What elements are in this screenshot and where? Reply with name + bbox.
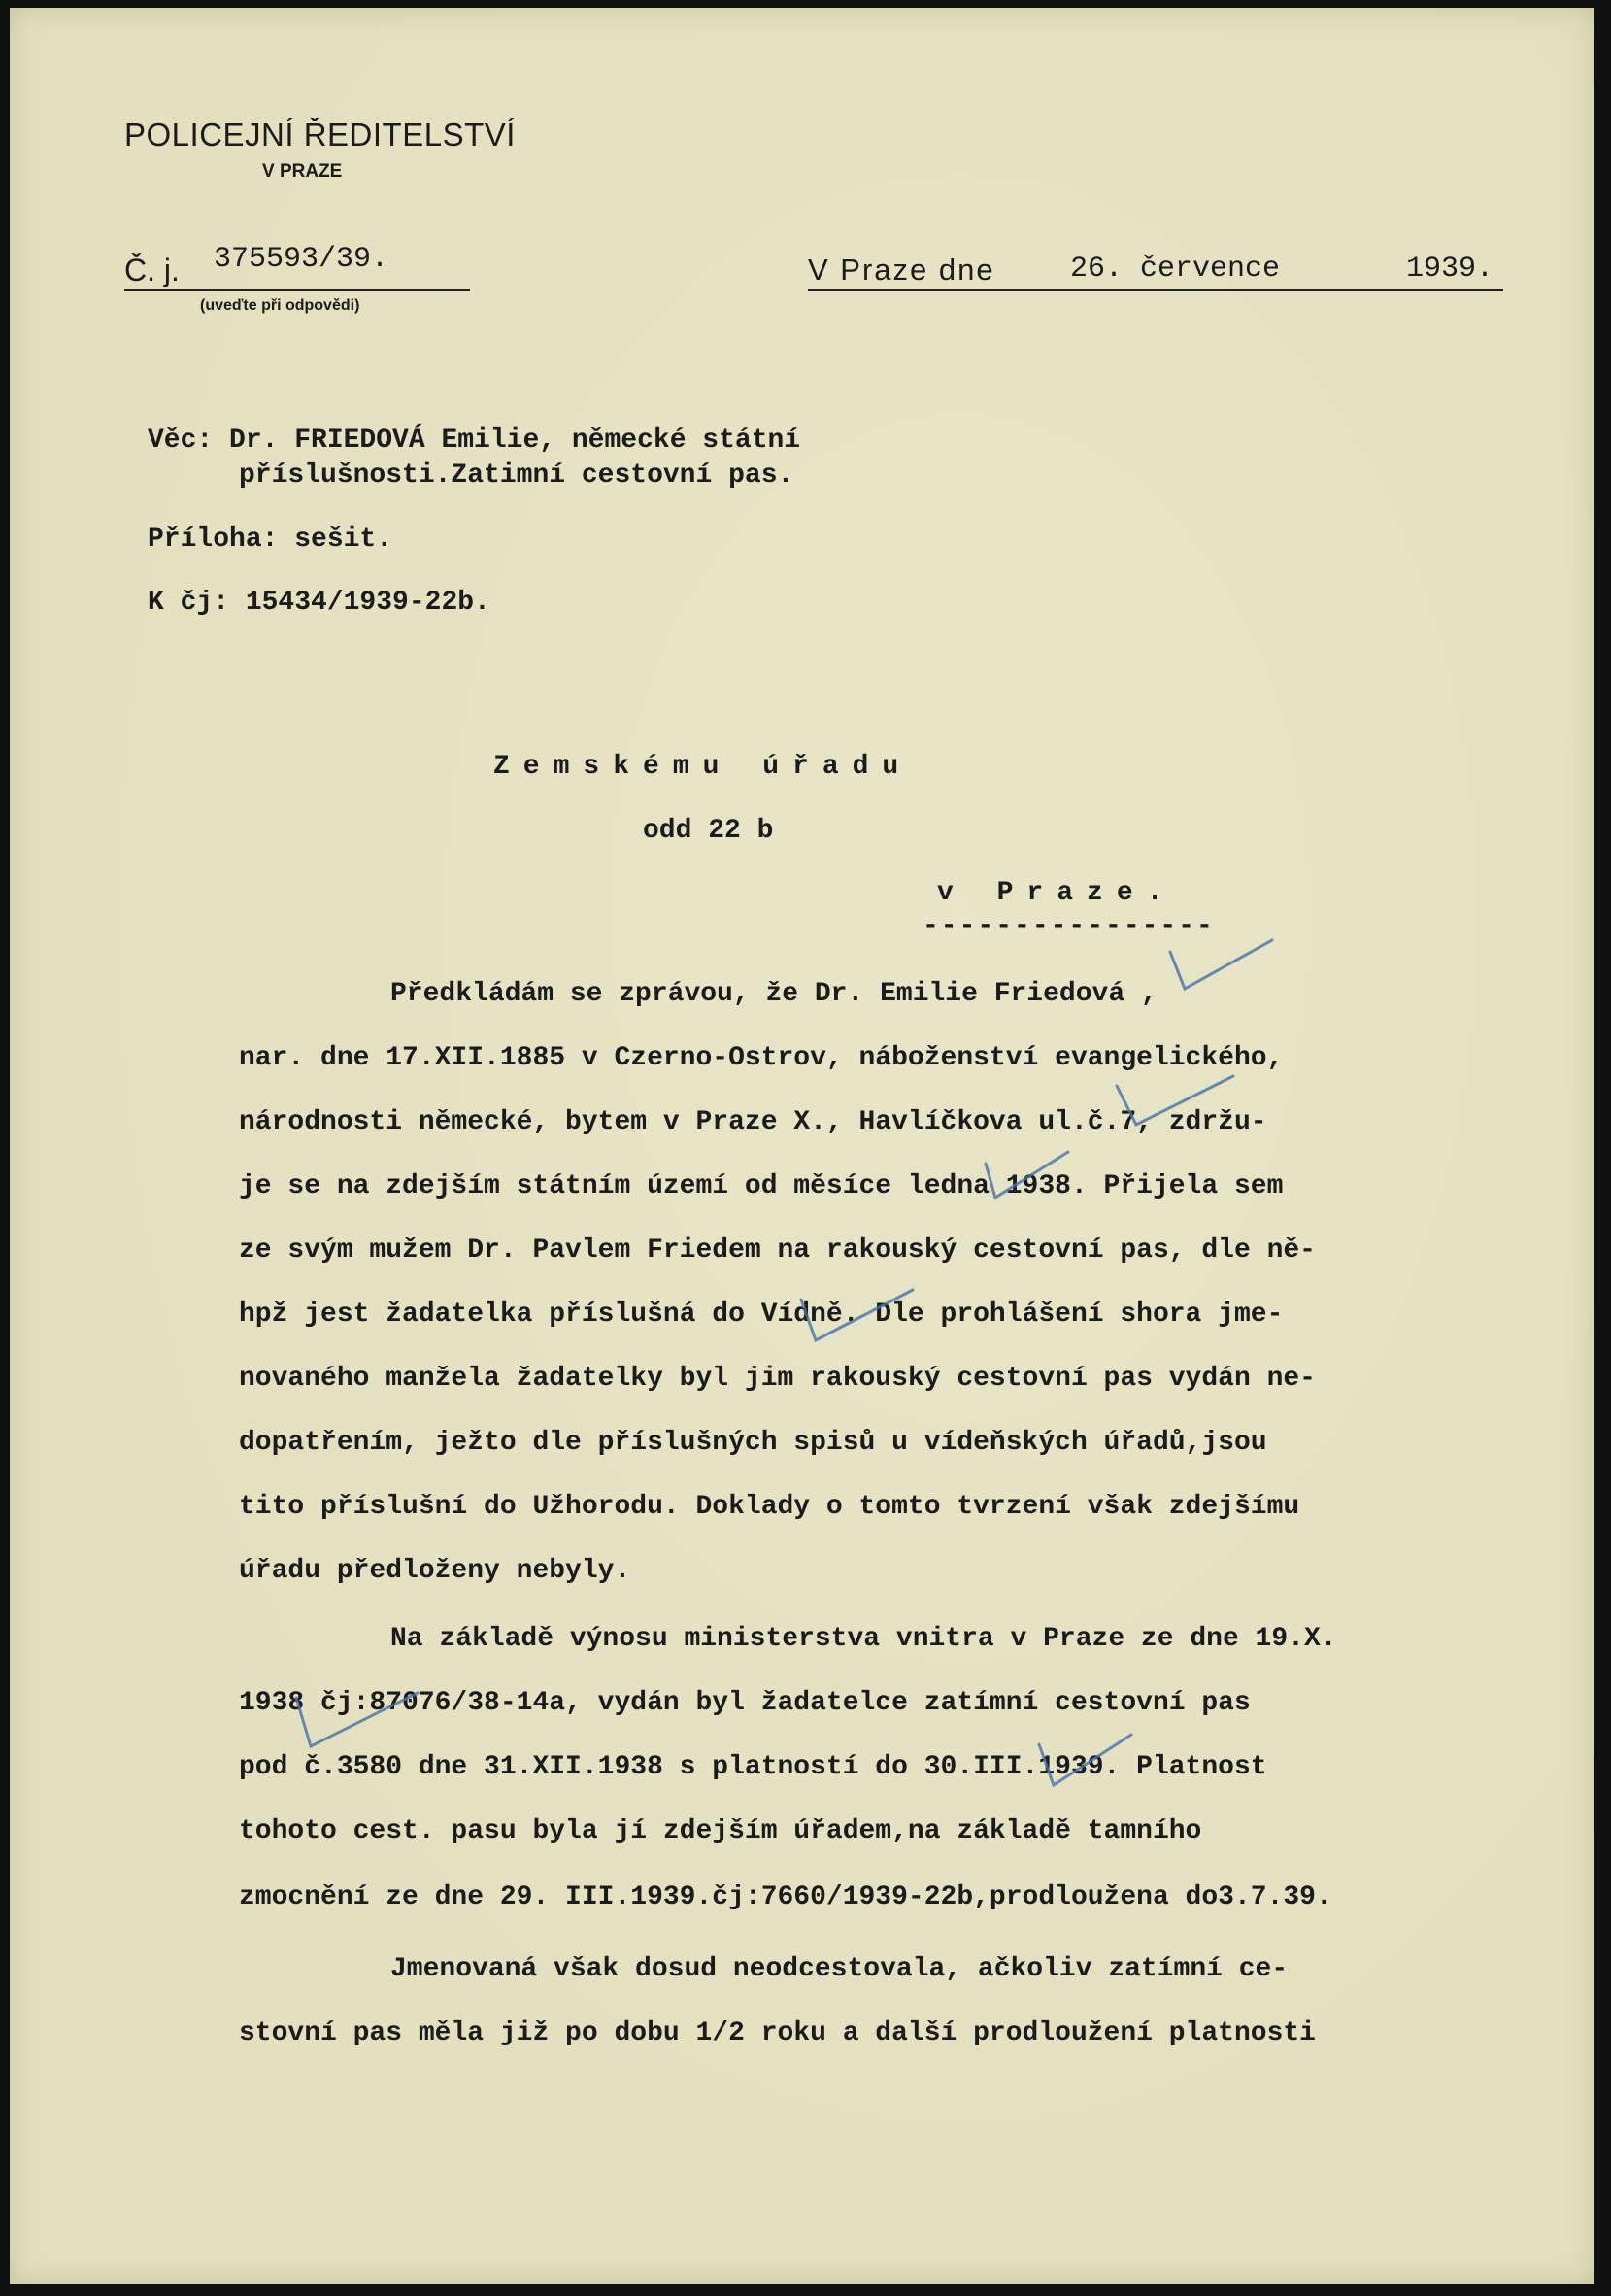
body-line: pod č.3580 dne 31.XII.1938 s platností do 30.III.1939. Platnost — [239, 1752, 1267, 1782]
body-line: novaného manžela žadatelky byl jim rakouský cestovní pas vydán ne- — [239, 1364, 1316, 1394]
body-line: 1938 čj:87076/38-14a, vydán byl žadatelce zatímní cestovní pas — [239, 1688, 1251, 1718]
addressee-line-3: v Praze. — [937, 878, 1177, 908]
body-line: hpž jest žadatelka příslušná do Vídně. Dle prohlášení shora jme- — [239, 1300, 1284, 1330]
body-line: národnosti německé, bytem v Praze X., Havlíčkova ul.č.7, zdržu- — [239, 1107, 1267, 1137]
date-value: 26. července — [1070, 253, 1281, 286]
subject-line-1: Věc: Dr. FRIEDOVÁ Emilie, německé státní — [148, 425, 801, 456]
body-line: stovní pas měla již po dobu 1/2 roku a další prodloužení platnosti — [239, 2018, 1316, 2048]
attachment-line: Příloha: sešit. — [148, 524, 393, 555]
pencil-checkmarks-icon — [10, 8, 1594, 2284]
addressee-underline: ---------------- — [923, 911, 1215, 941]
body-line: úřadu předloženy nebyly. — [239, 1556, 631, 1586]
reference-number: 375593/39. — [214, 243, 389, 276]
document-page — [10, 8, 1594, 2284]
subject-line-2: příslušnosti.Zatimní cestovní pas. — [239, 460, 794, 490]
reference-label: Č. j. — [124, 253, 180, 287]
body-line: ze svým mužem Dr. Pavlem Friedem na rakouský cestovní pas, dle ně- — [239, 1235, 1316, 1266]
letterhead-city: V PRAZE — [262, 161, 343, 182]
body-line: zmocnění ze dne 29. III.1939.čj:7660/1939-22b,prodloužena do3.7.39. — [239, 1882, 1332, 1912]
addressee-line-2: odd 22 b — [643, 816, 774, 846]
letterhead-office: POLICEJNÍ ŘEDITELSTVÍ — [124, 117, 516, 152]
body-line: nar. dne 17.XII.1885 v Czerno-Ostrov, náboženství evangelického, — [239, 1043, 1284, 1073]
date-year: 1939. — [1406, 253, 1494, 286]
body-line: Jmenovaná však dosud neodcestovala, ačkoliv zatímní ce- — [390, 1954, 1289, 1984]
body-line: tohoto cest. pasu byla jí zdejším úřadem,na základě tamního — [239, 1816, 1202, 1846]
reference-line: K čj: 15434/1939-22b. — [148, 588, 490, 618]
body-line: je se na zdejším státním území od měsíce ledna 1938. Přijela sem — [239, 1171, 1284, 1201]
date-label: V Praze dne — [808, 253, 995, 287]
body-line: tito příslušní do Užhorodu. Doklady o tomto tvrzení však zdejšímu — [239, 1492, 1300, 1522]
body-line: Na základě výnosu ministerstva vnitra v Praze ze dne 19.X. — [390, 1624, 1337, 1654]
body-line: dopatřením, ježto dle příslušných spisů u vídeňských úřadů,jsou — [239, 1428, 1267, 1458]
reference-note: (uveďte při odpovědi) — [200, 297, 360, 314]
addressee-line-1: Zemskému úřadu — [493, 752, 913, 782]
body-line: Předkládám se zprávou, že Dr. Emilie Friedová , — [390, 979, 1158, 1009]
